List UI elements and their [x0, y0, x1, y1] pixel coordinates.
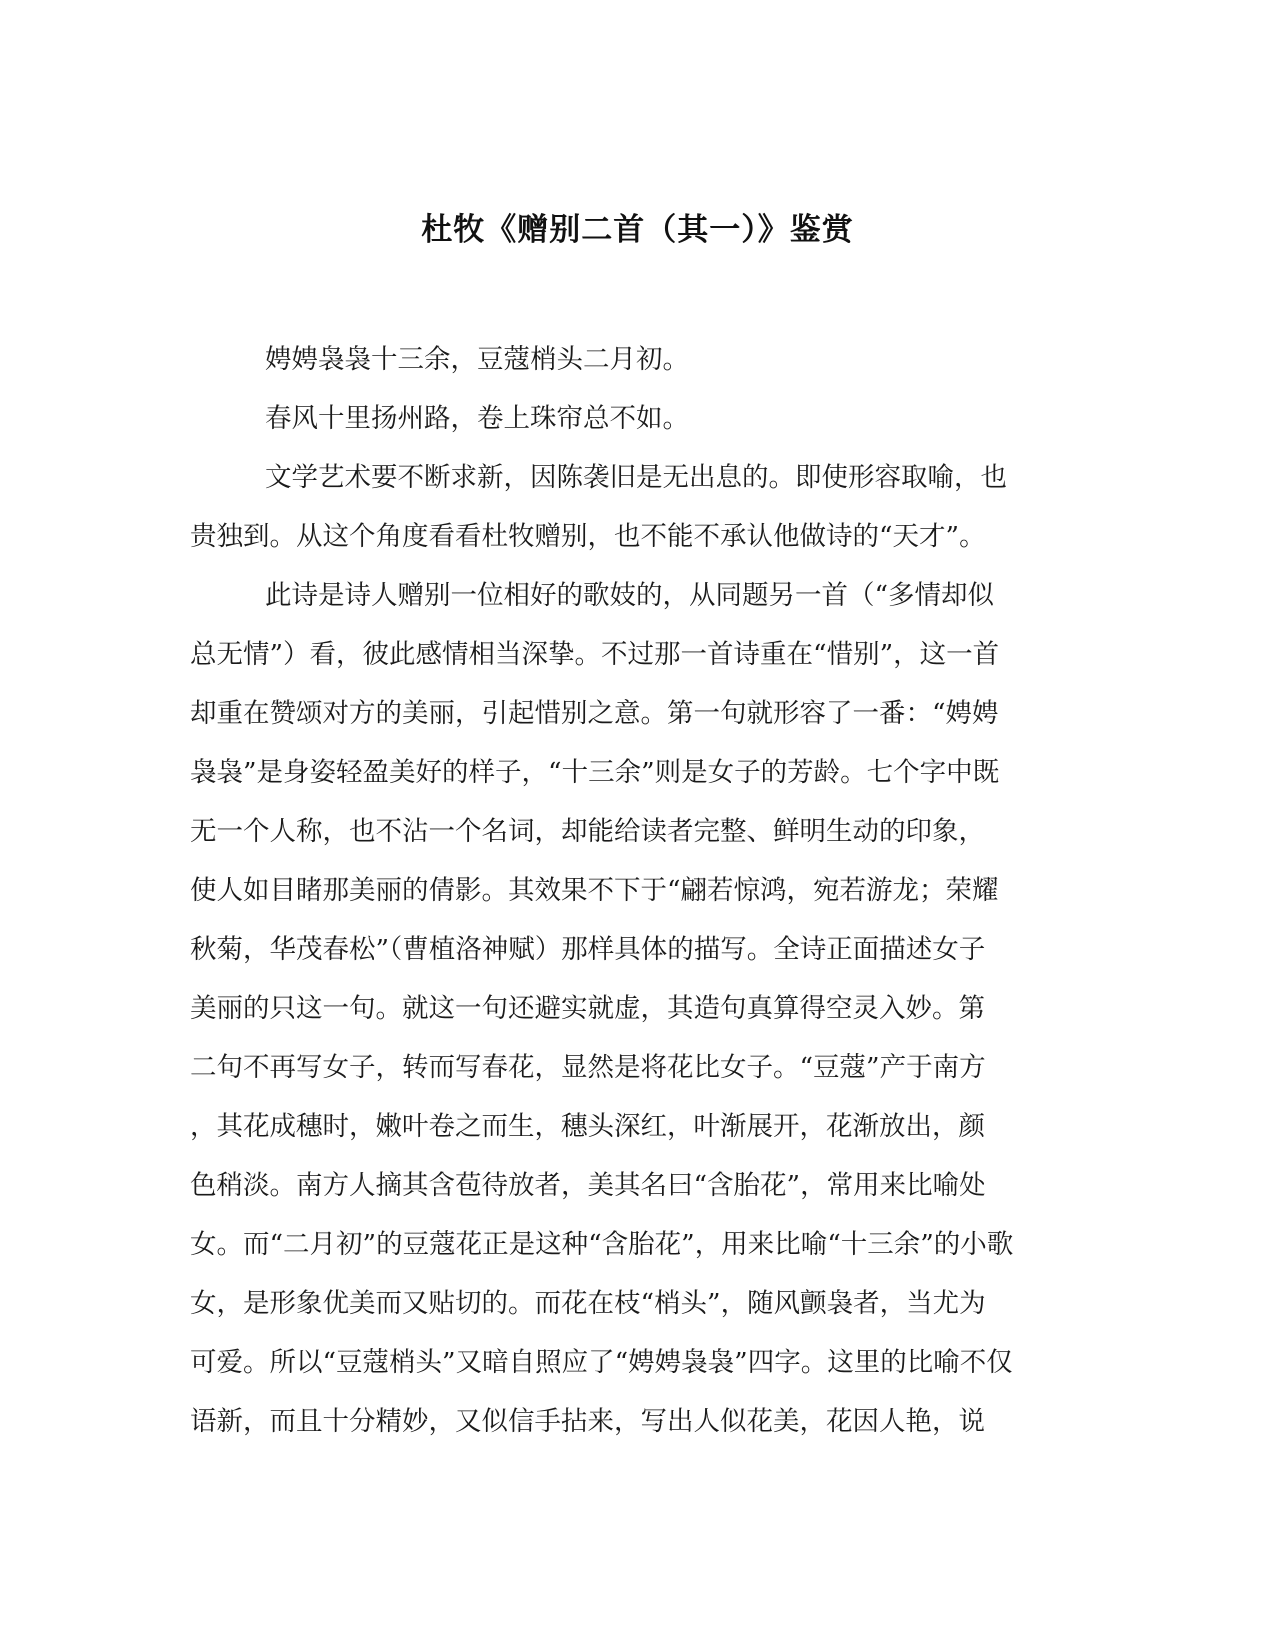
paragraph-line: 女。而“二月初”的豆蔻花正是这种“含胎花”，用来比喻“十三余”的小歌 — [190, 1229, 1014, 1260]
paragraph-line: 总无情”）看，彼此感情相当深挚。不过那一首诗重在“惜别”，这一首 — [190, 639, 1000, 670]
paragraph-line: 色稍淡。南方人摘其含苞待放者，美其名曰“含胎花”，常用来比喻处 — [190, 1170, 986, 1201]
paragraph-line: 此诗是诗人赠别一位相好的歌妓的，从同题另一首（“多情却似 — [265, 580, 995, 611]
paragraph-line: 二句不再写女子，转而写春花，显然是将花比女子。“豆蔻”产于南方 — [190, 1052, 986, 1083]
document-body — [190, 330, 1080, 1451]
page-title: 杜牧《赠别二首（其一）》鉴赏 — [421, 212, 854, 248]
paragraph-line: 却重在赞颂对方的美丽，引起惜别之意。第一句就形容了一番：“娉娉 — [190, 698, 999, 729]
poem-line: 娉娉袅袅十三余，豆蔻梢头二月初。 — [265, 344, 689, 375]
paragraph-line: 文学艺术要不断求新，因陈袭旧是无出息的。即使形容取喻，也 — [265, 462, 1007, 493]
paragraph-line: 袅袅”是身姿轻盈美好的样子，“十三余”则是女子的芳龄。七个字中既 — [190, 757, 1000, 788]
paragraph-line: 美丽的只这一句。就这一句还避实就虚，其造句真算得空灵入妙。第 — [190, 993, 985, 1024]
paragraph-line: 无一个人称，也不沾一个名词，却能给读者完整、鲜明生动的印象， — [190, 816, 985, 847]
paragraph-line: 语新，而且十分精妙，又似信手拈来，写出人似花美，花因人艳，说 — [190, 1406, 985, 1437]
poem-line: 春风十里扬州路，卷上珠帘总不如。 — [265, 403, 689, 434]
paragraph-line: 可爱。所以“豆蔻梢头”又暗自照应了“娉娉袅袅”四字。这里的比喻不仅 — [190, 1347, 1013, 1378]
paragraph-line: 女，是形象优美而又贴切的。而花在枝“梢头”，随风颤袅者，当尤为 — [190, 1288, 986, 1319]
paragraph-line: 贵独到。从这个角度看看杜牧赠别，也不能不承认他做诗的“天才”。 — [190, 521, 986, 552]
paragraph-line: ，其花成穗时，嫩叶卷之而生，穗头深红，叶渐展开，花渐放出，颜 — [190, 1111, 985, 1142]
paragraph-line: 秋菊，华茂春松”（曹植洛神赋）那样具体的描写。全诗正面描述女子 — [190, 934, 986, 965]
paragraph-line: 使人如目睹那美丽的倩影。其效果不下于“翩若惊鸿，宛若游龙；荣耀 — [190, 875, 999, 906]
